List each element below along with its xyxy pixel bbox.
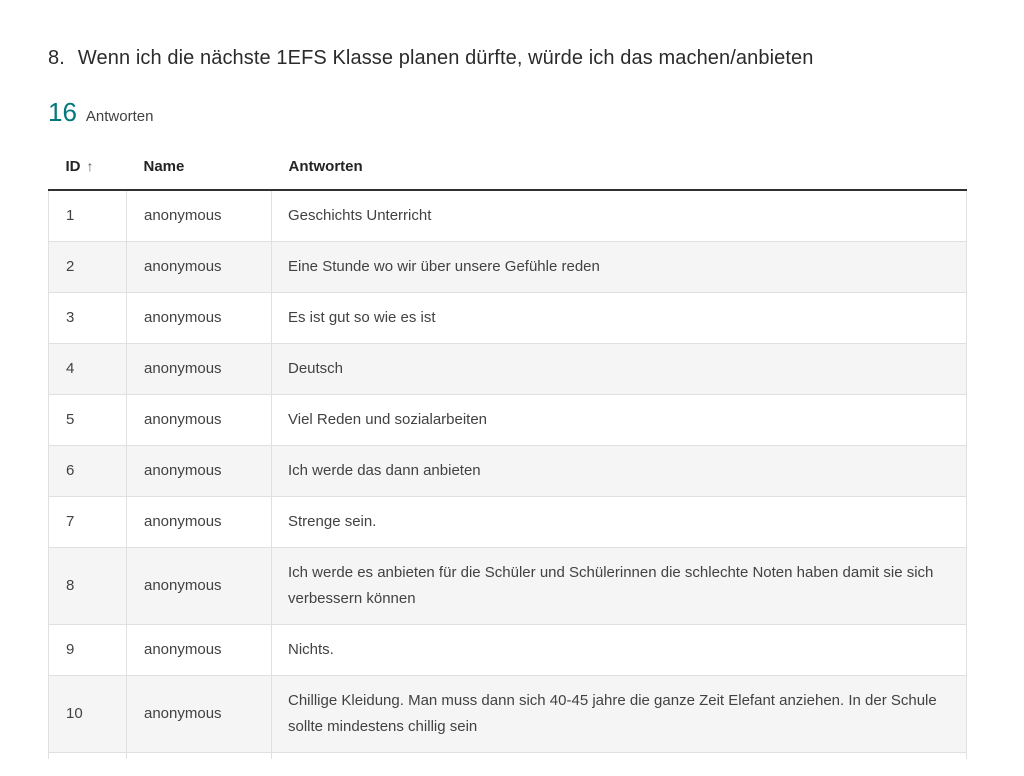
cell-answer: Strenge sein. [272, 497, 967, 548]
column-header-name-label: Name [143, 158, 185, 175]
cell-answer: Deutsch [272, 344, 967, 395]
cell-name: anonymous [127, 497, 272, 548]
table-header-row [49, 158, 967, 190]
table-row-partial [49, 753, 967, 759]
sort-ascending-icon: ↑ [86, 158, 94, 174]
table-row [49, 446, 967, 497]
cell-id: 2 [49, 242, 127, 293]
cell-answer: Geschichts Unterricht [272, 190, 967, 242]
table-row [49, 293, 967, 344]
cell-name: anonymous [127, 676, 272, 753]
cell-empty [127, 753, 272, 759]
cell-id: 4 [49, 344, 127, 395]
cell-answer: Ich werde es anbieten für die Schüler und Schülerinnen die schlechte Noten haben damit sie sich verbessern können [272, 548, 967, 625]
column-header-id-label: ID [65, 158, 81, 175]
cell-name: anonymous [127, 395, 272, 446]
cell-answer: Ich werde das dann anbieten [272, 446, 967, 497]
column-header-answers-label: Antworten [288, 158, 363, 175]
responses-summary [48, 97, 1024, 127]
question-text: Wenn ich die nächste 1EFS Klasse planen dürfte, würde ich das machen/anbieten [77, 47, 814, 69]
cell-id: 6 [49, 446, 127, 497]
table-row [49, 625, 967, 676]
question-number: 8. [48, 47, 65, 69]
cell-empty [49, 753, 127, 759]
cell-answer: Es ist gut so wie es ist [272, 293, 967, 344]
table-row [49, 497, 967, 548]
cell-empty [272, 753, 967, 759]
cell-id: 8 [49, 548, 127, 625]
cell-id: 9 [49, 625, 127, 676]
cell-name: anonymous [127, 625, 272, 676]
responses-count-label: Antworten [85, 108, 154, 125]
cell-answer: Chillige Kleidung. Man muss dann sich 40-45 jahre die ganze Zeit Elefant anziehen. In der Schule sollte mindestens chillig sein [272, 676, 967, 753]
cell-id: 1 [49, 190, 127, 242]
question-title [48, 45, 1024, 72]
cell-name: anonymous [127, 293, 272, 344]
cell-name: anonymous [127, 548, 272, 625]
cell-id: 7 [49, 497, 127, 548]
cell-answer: Viel Reden und sozialarbeiten [272, 395, 967, 446]
responses-table-body [49, 190, 967, 759]
cell-name: anonymous [127, 190, 272, 242]
column-header-id[interactable] [49, 158, 127, 190]
cell-name: anonymous [127, 446, 272, 497]
column-header-answers[interactable] [272, 158, 967, 190]
responses-table [48, 158, 967, 759]
cell-id: 3 [49, 293, 127, 344]
responses-count: 16 [48, 97, 77, 127]
cell-name: anonymous [127, 242, 272, 293]
table-row [49, 676, 967, 753]
table-row [49, 190, 967, 242]
table-row [49, 395, 967, 446]
cell-answer: Eine Stunde wo wir über unsere Gefühle reden [272, 242, 967, 293]
cell-answer: Nichts. [272, 625, 967, 676]
column-header-name[interactable] [127, 158, 272, 190]
table-row [49, 344, 967, 395]
table-row [49, 548, 967, 625]
table-row [49, 242, 967, 293]
cell-id: 10 [49, 676, 127, 753]
cell-name: anonymous [127, 344, 272, 395]
cell-id: 5 [49, 395, 127, 446]
